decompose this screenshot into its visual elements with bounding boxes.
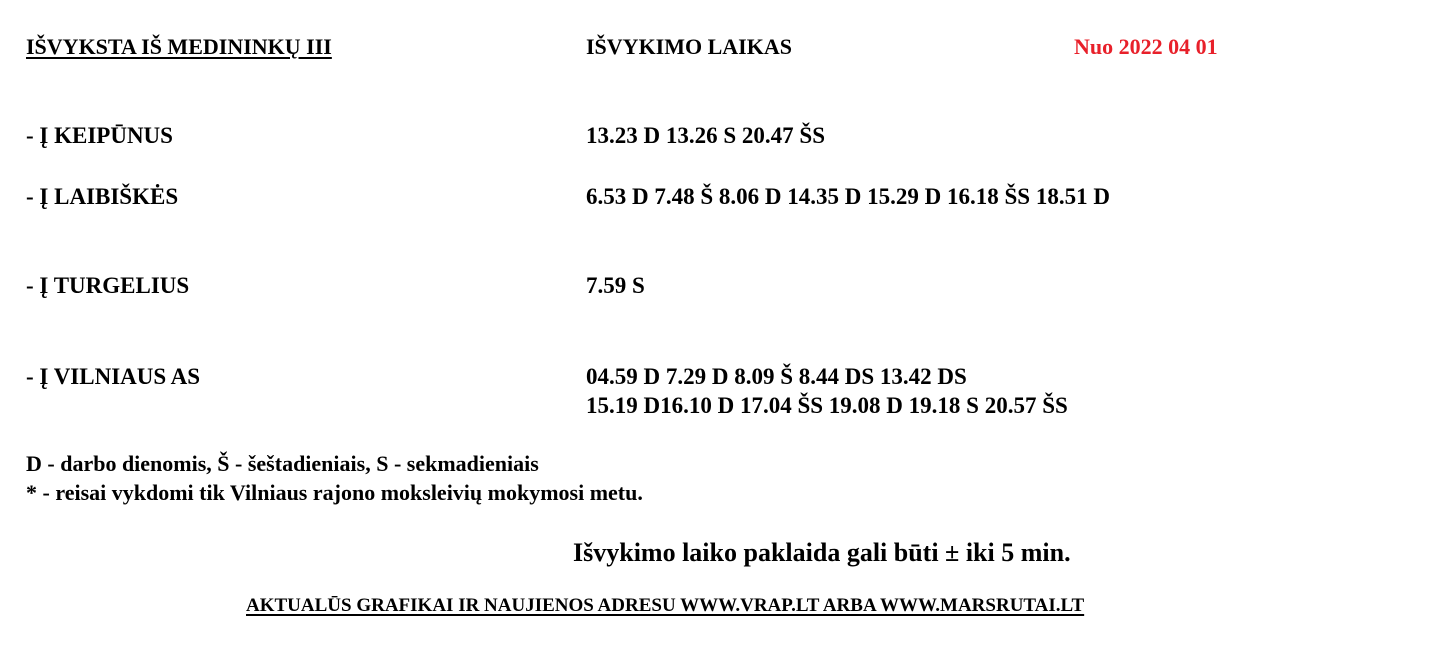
valid-from-date: Nuo 2022 04 01 [1074, 34, 1218, 59]
footer-website-notice: AKTUALŪS GRAFIKAI IR NAUJIENOS ADRESU WWW.VRAP.LT ARBA WWW.MARSRUTAI.LT [246, 595, 1085, 616]
asterisk-legend: * - reisai vykdomi tik Vilniaus rajono moksleivių mokymosi metu. [26, 480, 643, 505]
route-destination-vilniaus-as: - Į VILNIAUS AS [26, 364, 201, 389]
route-times-turgelius: 7.59 S [586, 273, 645, 298]
route-times-vilniaus-as-line-2: 15.19 D16.10 D 17.04 ŠS 19.08 D 19.18 S 20.57 ŠS [586, 393, 1068, 418]
route-destination-turgelius: - Į TURGELIUS [26, 273, 190, 298]
route-times-laibiskes: 6.53 D 7.48 Š 8.06 D 14.35 D 15.29 D 16.18 ŠS 18.51 D [586, 184, 1110, 209]
departure-stop-title: IŠVYKSTA IŠ MEDININKŲ III [26, 34, 332, 59]
route-times-vilniaus-as-line-1: 04.59 D 7.29 D 8.09 Š 8.44 DS 13.42 DS [586, 364, 967, 389]
departure-time-heading: IŠVYKIMO LAIKAS [586, 34, 792, 59]
route-destination-laibiskes: - Į LAIBIŠKĖS [26, 184, 179, 209]
day-codes-legend: D - darbo dienomis, Š - šeštadieniais, S - sekmadieniais [26, 451, 539, 476]
route-times-keipunus: 13.23 D 13.26 S 20.47 ŠS [586, 123, 825, 148]
departure-tolerance-note: Išvykimo laiko paklaida gali būti ± iki 5 min. [573, 538, 1071, 567]
route-destination-keipunus: - Į KEIPŪNUS [26, 123, 173, 148]
